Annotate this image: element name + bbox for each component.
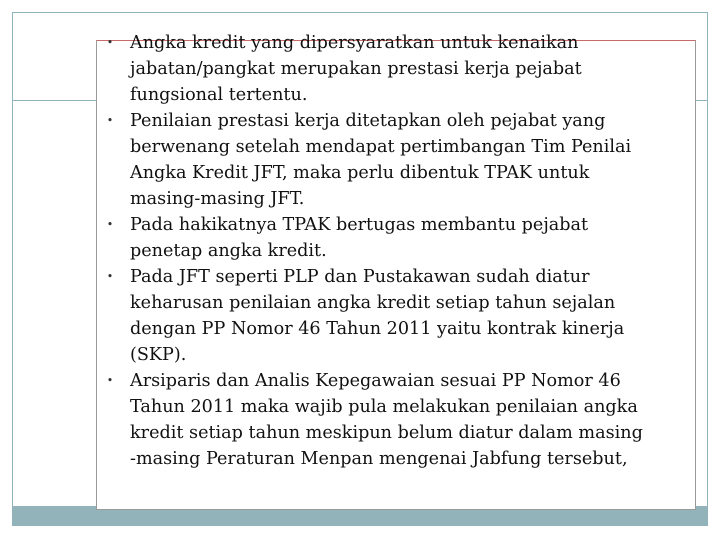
bullet-line: masing-masing JFT. xyxy=(130,189,305,209)
bullet-icon: • xyxy=(106,218,114,231)
bullet-line: berwenang setelah mendapat pertimbangan Tim Penilai xyxy=(130,137,632,157)
bullet-line: Pada hakikatnya TPAK bertugas membantu pejabat xyxy=(130,215,589,235)
bullet-line: Penilaian prestasi kerja ditetapkan oleh pejabat yang xyxy=(130,111,606,131)
bullet-line: -masing Peraturan Menpan mengenai Jabfung tersebut, xyxy=(130,449,628,469)
frame-line-left xyxy=(12,12,13,510)
frame-line-top xyxy=(12,12,707,13)
bullet-list xyxy=(104,30,696,472)
bullet-line: Pada JFT seperti PLP dan Pustakawan sudah diatur xyxy=(130,267,590,287)
bullet-line: penetap angka kredit. xyxy=(130,241,327,261)
bullet-line: fungsional tertentu. xyxy=(130,85,308,105)
bullet-icon: • xyxy=(106,374,114,387)
frame-line-right xyxy=(707,12,708,510)
bullet-line: Tahun 2011 maka wajib pula melakukan penilaian angka xyxy=(130,397,638,417)
bullet-icon: • xyxy=(106,36,114,49)
bullet-item xyxy=(104,368,696,472)
bullet-line: keharusan penilaian angka kredit setiap tahun sejalan xyxy=(130,293,616,313)
bullet-icon: • xyxy=(106,270,114,283)
bullet-line: jabatan/pangkat merupakan prestasi kerja pejabat xyxy=(130,59,582,79)
bullet-icon: • xyxy=(106,114,114,127)
bullet-item xyxy=(104,264,696,368)
bullet-line: dengan PP Nomor 46 Tahun 2011 yaitu kontrak kinerja xyxy=(130,319,625,339)
bullet-line: (SKP). xyxy=(130,345,187,365)
bullet-item xyxy=(104,108,696,212)
bullet-line: Arsiparis dan Analis Kepegawaian sesuai PP Nomor 46 xyxy=(130,371,621,391)
bullet-item xyxy=(104,30,696,108)
bullet-line: Angka Kredit JFT, maka perlu dibentuk TPAK untuk xyxy=(130,163,590,183)
bullet-item xyxy=(104,212,696,264)
bullet-line: kredit setiap tahun meskipun belum diatur dalam masing xyxy=(130,423,643,443)
bullet-line: Angka kredit yang dipersyaratkan untuk kenaikan xyxy=(130,33,579,53)
